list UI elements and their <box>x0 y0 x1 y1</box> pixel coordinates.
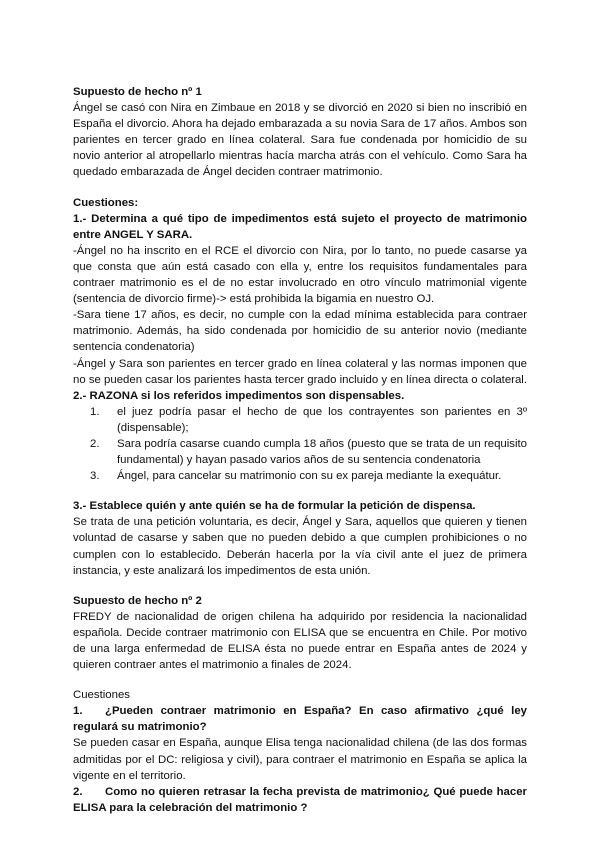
case2-narrative: FREDY de nacionalidad de origen chilena ha adquirido por residencia la nacionalidad española. Decide contraer matrimonio con ELISA que se encuentra en Chile. Por motivo de una larga enfermedad de ELISA ésta no puede entrar en España antes de 2024 y quieren contraer antes el matrimonio a finales de 2024. <box>73 610 527 672</box>
case1-q1-question: 1.- Determina a qué tipo de impedimentos está sujeto el proyecto de matrimonio entre ANGEL Y SARA. <box>73 212 527 241</box>
list-item-number: 3. <box>90 470 100 483</box>
case1-q3-answer: Se trata de una petición voluntaria, es decir, Ángel y Sara, aquellos que quieren y tienen voluntad de casarse y saben que no pueden debido a que cumplen prohibiciones o no cumplen con lo establecido. Deberán hacerla por la vía civil ante el juez de primera instancia, y este analizará los impedimentos de esta unión. <box>73 516 527 577</box>
case2-q2-question: Como no quieren retrasar la fecha prevista de matrimonio¿ Qué puede hacer ELISA para la celebración del matrimonio ? <box>73 785 527 814</box>
list-item-number: 1. <box>90 405 100 418</box>
case1-narrative: Ángel se casó con Nira en Zimbaue en 2018 y se divorció en 2020 si bien no inscribió en España el divorcio. Ahora ha dejado embarazada a su novia Sara de 17 años. Ambos son parientes en tercer grado en línea colateral. Sara fue condenada por homicidio de su novio anterior al atropellarlo mientras hacía marcha atrás con el vehículo. Como Sara ha quedado embarazada de Ángel deciden contraer matrimonio. <box>73 102 527 179</box>
case1-q3-question: 3.- Establece quién y ante quién se ha de formular la petición de dispensa. <box>73 500 476 513</box>
case2-title: Supuesto de hecho nº 2 <box>73 594 202 607</box>
case1-questions-heading: Cuestiones: <box>73 196 139 209</box>
case2-q2-question-row <box>73 784 527 816</box>
case2-questions-heading: Cuestiones <box>73 689 130 702</box>
case1-q1-answer-1: -Ángel no ha inscrito en el RCE el divorcio con Nira, por lo tanto, no puede casarse ya que consta que aún está casado con ella y, entre los requisitos fundamentales para contraer matrimonio es el de no estar involucrado en otro vínculo matrimonial vigente (sentencia de divorcio firme)-> está prohibida la bigamia en nuestro OJ. <box>73 244 527 306</box>
case2-q2-number: 2. <box>73 785 83 798</box>
case2-q1-question-row <box>73 703 527 735</box>
case1-q2-list <box>73 404 527 484</box>
list-item <box>73 468 527 484</box>
list-item-text: el juez podría pasar el hecho de que los contrayentes son parientes en 3º (dispensable); <box>117 405 527 434</box>
case2-q1-number: 1. <box>73 705 83 718</box>
list-item <box>73 404 527 436</box>
case1-q2-question: 2.- RAZONA si los referidos impedimentos son dispensables. <box>73 389 405 402</box>
list-item-number: 2. <box>90 437 100 450</box>
case1-title: Supuesto de hecho nº 1 <box>73 86 202 98</box>
document-body <box>73 84 527 816</box>
case1-q1-answer-2: -Sara tiene 17 años, es decir, no cumple con la edad mínima establecida para contraer matrimonio. Además, ha sido condenada por homicidio de su anterior novio (mediante sentencia condenatoria) <box>73 309 527 354</box>
list-item-text: Ángel, para cancelar su matrimonio con su ex pareja mediante la exequátur. <box>117 470 502 483</box>
list-item <box>73 436 527 468</box>
case1-q1-answer-3: -Ángel y Sara son parientes en tercer grado en línea colateral y las normas imponen que no se pueden casar los parientes hasta tercer grado incluido y en línea directa o colateral. <box>73 357 528 386</box>
case2-q1-answer: Se pueden casar en España, aunque Elisa tenga nacionalidad chilena (de las dos formas admitidas por el DC: religiosa y civil), para contraer el matrimonio en España se aplica la vigente en el territorio. <box>73 737 527 782</box>
case2-q1-question: ¿Pueden contraer matrimonio en España? En caso afirmativo ¿qué ley regulará su matrimonio? <box>73 705 527 734</box>
list-item-text: Sara podría casarse cuando cumpla 18 años (puesto que se trata de un requisito fundamental) y hayan pasado varios años de su sentencia condenatoria <box>117 437 527 467</box>
